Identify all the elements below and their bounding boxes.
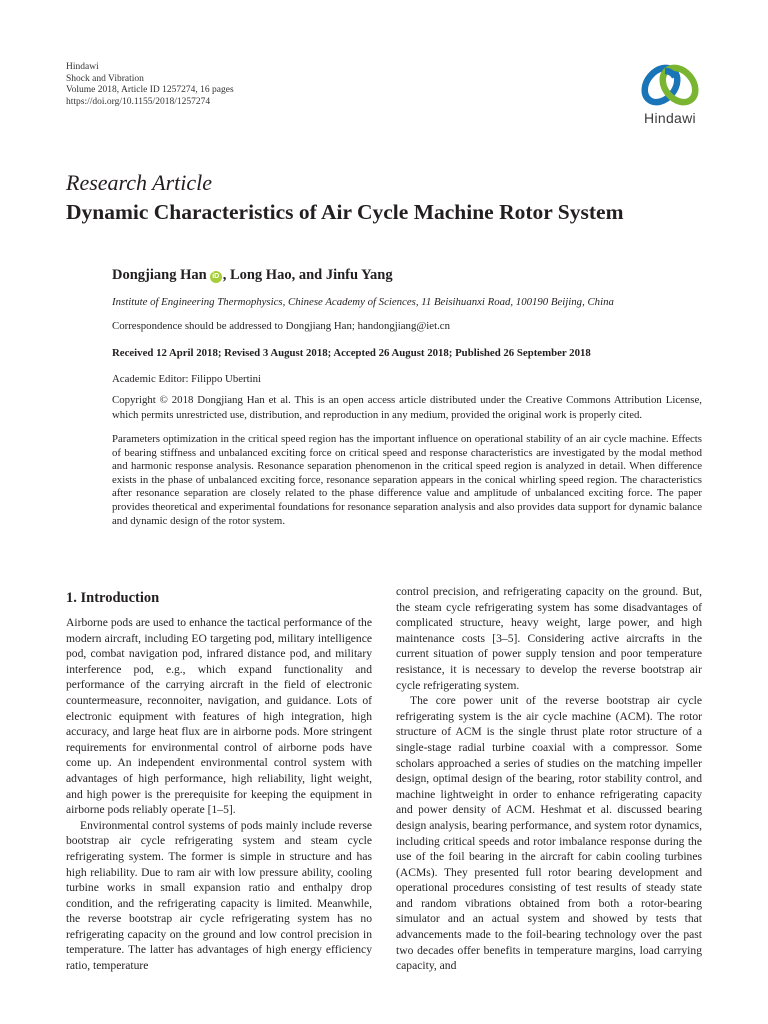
paragraph: control precision, and refrigerating capacity on the ground. But, the steam cycle refrigerating system has some disadvantages of complicated structure, heavy weight, large power, and high maintenance costs [3–5]. Considering active aircrafts in the current situation of power supply tension and poor temperature resistance, it is necessary to develop the reverse bootstrap air cycle refrigerating system. xyxy=(396,585,702,692)
paragraph: Airborne pods are used to enhance the tactical performance of the modern aircraft, including EO targeting pod, military intelligence pod, combat navigation pod, infrared distance pod, and military interference pod, e.g., which expand functionality and performance of the carrying aircraft in the field of electronic countermeasure, reconnoiter, navigation, and guidance. Lots of electronic equipment with features of high integration, high accuracy, and large heat flux are in airborne pods. More stringent requirements for environmental control of airborne pods have come up. An independent environmental control system with advantages of high performance, high reliability, light weight, and high power is the prerequisite for keeping the equipment in airborne pods reliably operate [1–5]. xyxy=(66,616,372,817)
section-heading: 1. Introduction xyxy=(66,590,160,606)
publication-dates: Received 12 April 2018; Revised 3 August 2018; Accepted 26 August 2018; Published 26 September 2018 xyxy=(112,347,591,359)
author-list xyxy=(112,267,393,284)
other-authors: , Long Hao, and Jinfu Yang xyxy=(222,267,393,283)
copyright-notice: Copyright © 2018 Dongjiang Han et al. This is an open access article distributed under the Creative Commons Attribution License, which permits unrestricted use, distribution, and reproduction in any medium, provided the original work is properly cited. xyxy=(112,394,702,422)
correspondence: Correspondence should be addressed to Dongjiang Han; handongjiang@iet.cn xyxy=(112,320,450,332)
academic-editor: Academic Editor: Filippo Ubertini xyxy=(112,373,262,385)
journal-name: Shock and Vibration xyxy=(66,73,144,84)
abstract: Parameters optimization in the critical speed region has the important influence on operational stability of an air cycle machine. Effects of bearing stiffness and unbalanced exciting force on critical speed and response characteristics are investigated by the modal method and harmonic response analysis. Resonance separation phenomenon in the critical speed region is analyzed in detail. When difference exists in the phase of unbalanced exciting force, resonance separation appears in the conical whirling speed region. The characteristics after resonance separation are closely related to the phase difference value and amplitude of unbalanced exciting force. The paper provides theoretical and experimental foundations for resonance separation analysis and also provides data support for dynamic balance and dynamic design of the rotor system. xyxy=(112,433,702,527)
article-type: Research Article xyxy=(66,170,213,195)
paragraph: Environmental control systems of pods mainly include reverse bootstrap air cycle refrigerating system and steam cycle refrigerating system. The former is simple in structure and has high reliability. Due to ram air with low pressure ability, cooling turbine works in small expansion ratio and enthalpy drop condition, and the refrigerating capacity is limited. Meanwhile, the reverse bootstrap air cycle refrigerating system has no refrigerating capacity on the ground and low control precision in temperature. The latter has advantages of high energy efficiency ratio, temperature xyxy=(66,818,372,973)
paragraph: The core power unit of the reverse bootstrap air cycle refrigerating system is the air cycle machine (ACM). The rotor structure of ACM is the single thrust plate rotor structure of a single-stage radial turbine coaxial with a compressor. Some scholars approached a series of studies on the matching impeller design, optimal design of the bearing, rotor stability control, and machine lightweight in order to enhance refrigerating capacity and power density of ACM. Heshmat et al. discussed bearing design analysis, bearing performance, and system rotor dynamics, including critical speeds and rotor imbalance response during the use of the foil bearing in the aircraft for cabin cooling turbines (ACMs). They presented full rotor bearing development and operational procedures consisting of test results of steady state and random vibrations obtained from both a rotor-bearing simulator and an actual system and showed by tests that advancements made to the foil-bearing technology over the past two decades offer benefits in temperature margins, load carrying capacity, and xyxy=(396,694,702,973)
logo-wordmark: Hindawi xyxy=(644,110,696,126)
journal-meta xyxy=(66,62,234,108)
right-column xyxy=(396,584,702,974)
hindawi-logo xyxy=(634,58,706,136)
doi-link[interactable]: https://doi.org/10.1155/2018/1257274 xyxy=(66,96,211,107)
volume-info: Volume 2018, Article ID 1257274, 16 pages xyxy=(66,85,234,96)
affiliation: Institute of Engineering Thermophysics, Chinese Academy of Sciences, 11 Beisihuanxi Road, 100190 Beijing, China xyxy=(112,296,614,308)
article-title: Dynamic Characteristics of Air Cycle Machine Rotor System xyxy=(66,200,624,224)
hindawi-rings-icon xyxy=(634,58,706,110)
left-column xyxy=(66,615,372,974)
publisher-name: Hindawi xyxy=(66,62,99,72)
orcid-icon[interactable]: iD xyxy=(210,271,222,283)
first-author[interactable]: Dongjiang Han xyxy=(112,267,207,283)
